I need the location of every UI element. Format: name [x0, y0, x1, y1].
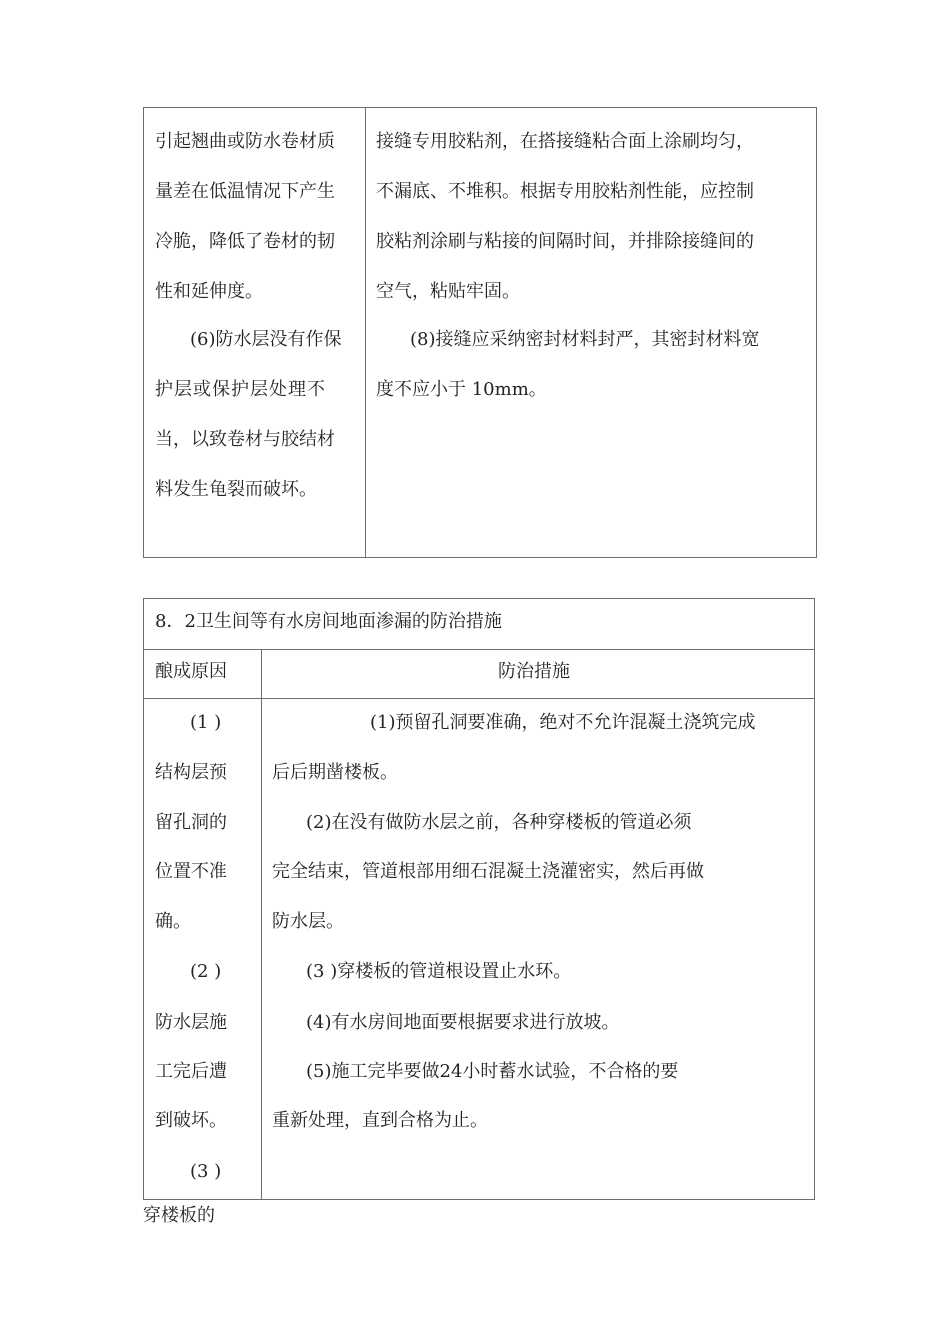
table-2-title: 8．2卫生间等有水房间地面渗漏的防治措施: [155, 611, 502, 632]
table-1-right-line: 接缝专用胶粘剂，在搭接缝粘合面上涂刷均匀，: [376, 131, 754, 152]
cause-line: (1 ): [190, 712, 222, 733]
table-2-column-divider: [261, 649, 262, 1200]
table-1-left-line: 冷脆，降低了卷材的韧: [155, 231, 335, 252]
table-1-column-divider: [365, 107, 366, 558]
table-1-left-line: 性和延伸度。: [155, 281, 263, 302]
table-1-right-line: 度不应小于 10mm。: [376, 379, 547, 400]
table-1-right-line: 不漏底、不堆积。根据专用胶粘剂性能，应控制: [376, 181, 754, 202]
overflow-text: 穿楼板的: [143, 1205, 215, 1226]
cause-line: 确。: [155, 911, 191, 932]
table-1-right-line: 胶粘剂涂刷与粘接的间隔时间，并排除接缝间的: [376, 231, 754, 252]
table-2-header-cause: 酿成原因: [155, 661, 227, 682]
measure-line: 防水层。: [272, 911, 344, 932]
table-1-left-line: 量差在低温情况下产生: [155, 181, 335, 202]
table-2-header-measure: 防治措施: [498, 661, 570, 682]
table-1-right-line: 空气，粘贴牢固。: [376, 281, 520, 302]
measure-line: (2)在没有做防水层之前，各种穿楼板的管道必须: [306, 812, 692, 833]
cause-line: 结构层预: [155, 762, 227, 783]
cause-line: (3 ): [190, 1161, 222, 1182]
cause-line: 留孔洞的: [155, 812, 227, 833]
cause-line: 工完后遭: [155, 1061, 227, 1082]
measure-line: (3 )穿楼板的管道根设置止水环。: [306, 961, 572, 982]
table-1-left-line: 当，以致卷材与胶结材: [155, 429, 335, 450]
table-1-left-line: 护层或保护层处理不: [155, 379, 326, 400]
cause-line: (2 ): [190, 961, 222, 982]
measure-line: 完全结束，管道根部用细石混凝土浇灌密实，然后再做: [272, 861, 704, 882]
cause-line: 到破坏。: [155, 1110, 227, 1131]
table-1-left-line: 引起翘曲或防水卷材质: [155, 131, 335, 152]
measure-line: (4)有水房间地面要根据要求进行放坡。: [306, 1012, 620, 1033]
table-1-left-line: 料发生龟裂而破坏。: [155, 479, 317, 500]
cause-line: 位置不准: [155, 861, 227, 882]
measure-line: (1)预留孔洞要准确，绝对不允许混凝土浇筑完成: [370, 712, 756, 733]
table-2-title-divider: [143, 649, 815, 650]
table-1-left-line: (6)防水层没有作保: [190, 329, 342, 350]
cause-line: 防水层施: [155, 1012, 227, 1033]
table-2-header-divider: [143, 698, 815, 699]
measure-line: 后后期凿楼板。: [272, 762, 398, 783]
table-1-right-line: (8)接缝应采纳密封材料封严，其密封材料宽: [410, 329, 760, 350]
measure-line: 重新处理，直到合格为止。: [272, 1110, 488, 1131]
measure-line: (5)施工完毕要做24小时蓄水试验，不合格的要: [306, 1061, 679, 1082]
